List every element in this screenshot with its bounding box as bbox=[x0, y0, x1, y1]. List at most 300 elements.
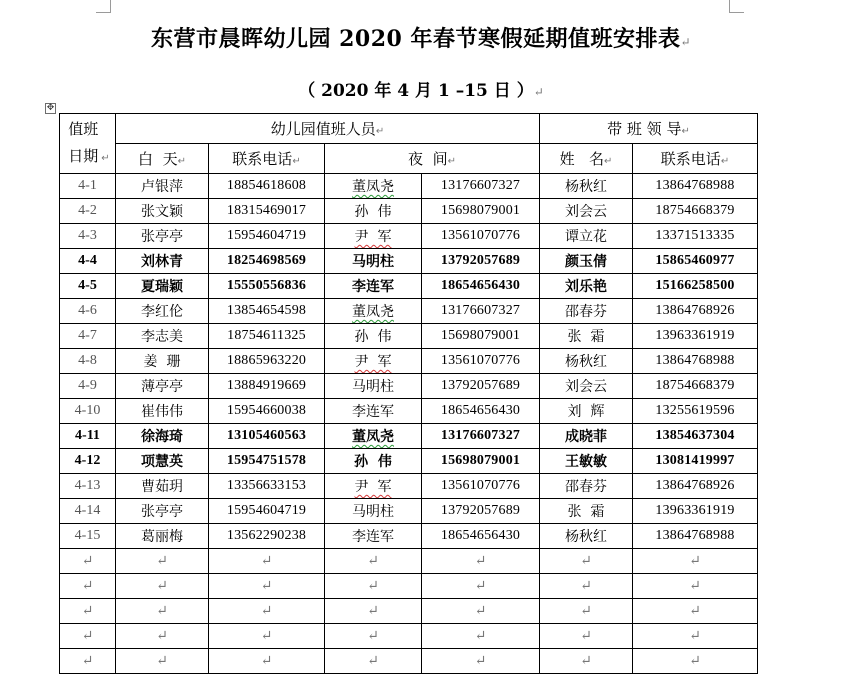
empty-cell[interactable] bbox=[116, 599, 209, 624]
night-staff-cell-text: 董凤尧 bbox=[352, 429, 394, 445]
night-staff-cell-text: 董凤尧 bbox=[352, 304, 394, 320]
paragraph-mark-icon: ↵ bbox=[367, 628, 379, 644]
empty-cell[interactable] bbox=[633, 549, 758, 574]
day-phone-cell[interactable] bbox=[209, 449, 325, 474]
night-staff-cell-text: 孙 伟 bbox=[354, 329, 392, 345]
night-phone-cell-text: 15698079001 bbox=[440, 203, 521, 218]
leader-phone-cell[interactable] bbox=[633, 174, 758, 199]
paragraph-mark-icon: ↵ bbox=[580, 553, 592, 569]
day-phone-cell-text: 15954604719 bbox=[226, 503, 307, 518]
header-row-2 bbox=[60, 144, 758, 174]
day-staff-cell[interactable] bbox=[116, 374, 209, 399]
night-staff-cell[interactable] bbox=[325, 349, 422, 374]
paragraph-mark-icon: ↵ bbox=[474, 578, 487, 594]
day-staff-cell[interactable] bbox=[116, 474, 209, 499]
paragraph-mark-icon: ↵ bbox=[689, 578, 701, 594]
day-phone-cell[interactable] bbox=[209, 249, 325, 274]
paragraph-mark-icon: ↵ bbox=[689, 603, 701, 619]
day-phone-cell-text: 15550556836 bbox=[226, 278, 307, 293]
day-staff-cell-text: 李红伦 bbox=[141, 304, 183, 320]
day-phone-cell-text: 13562290238 bbox=[226, 528, 307, 543]
table-row bbox=[60, 174, 758, 199]
leader-name-cell-text: 杨秋红 bbox=[565, 179, 607, 195]
day-staff-cell-text: 张文颖 bbox=[141, 204, 183, 220]
date-cell[interactable] bbox=[60, 424, 116, 449]
leader-name-cell-text: 邵春芬 bbox=[565, 304, 607, 320]
night-phone-cell-text: 18654656430 bbox=[440, 403, 521, 418]
night-phone-cell[interactable] bbox=[422, 449, 540, 474]
day-staff-cell-text: 葛丽梅 bbox=[141, 529, 183, 545]
leader-name-cell-text: 刘 辉 bbox=[567, 404, 605, 420]
night-phone-cell[interactable] bbox=[422, 174, 540, 199]
night-staff-cell[interactable] bbox=[325, 199, 422, 224]
date-cell[interactable] bbox=[60, 174, 116, 199]
night-phone-cell-text: 18654656430 bbox=[440, 278, 521, 293]
day-phone-cell-text: 18865963220 bbox=[226, 353, 307, 368]
table-row bbox=[60, 499, 758, 524]
paragraph-mark-icon: ↵ bbox=[474, 653, 487, 669]
day-staff-cell[interactable] bbox=[116, 449, 209, 474]
header-day-label: 白 天 bbox=[138, 150, 178, 168]
empty-row bbox=[60, 599, 758, 624]
day-phone-cell-text: 13884919669 bbox=[226, 378, 307, 393]
night-staff-cell-text: 尹 军 bbox=[354, 229, 392, 245]
leader-phone-cell[interactable] bbox=[633, 299, 758, 324]
empty-cell[interactable] bbox=[633, 649, 758, 674]
empty-cell[interactable] bbox=[325, 599, 422, 624]
leader-name-cell[interactable] bbox=[540, 449, 633, 474]
night-staff-cell[interactable] bbox=[325, 424, 422, 449]
day-phone-cell[interactable] bbox=[209, 424, 325, 449]
leader-name-cell[interactable] bbox=[540, 474, 633, 499]
night-phone-cell[interactable] bbox=[422, 199, 540, 224]
empty-cell[interactable] bbox=[60, 549, 116, 574]
date-cell[interactable] bbox=[60, 524, 116, 549]
day-staff-cell[interactable] bbox=[116, 199, 209, 224]
paragraph-mark-icon: ↵ bbox=[474, 628, 487, 644]
date-cell-text: 4-8 bbox=[78, 353, 97, 368]
empty-cell[interactable] bbox=[422, 599, 540, 624]
paragraph-mark-icon: ↵ bbox=[367, 603, 379, 619]
day-phone-cell[interactable] bbox=[209, 324, 325, 349]
table-row bbox=[60, 349, 758, 374]
night-staff-cell[interactable] bbox=[325, 274, 422, 299]
night-phone-cell-text: 13792057689 bbox=[440, 253, 521, 268]
empty-cell[interactable] bbox=[60, 624, 116, 649]
leader-phone-cell-text: 18754668379 bbox=[655, 378, 735, 393]
header-row-1 bbox=[60, 114, 758, 144]
table-row bbox=[60, 324, 758, 349]
empty-cell[interactable] bbox=[633, 599, 758, 624]
day-phone-cell[interactable] bbox=[209, 274, 325, 299]
day-phone-cell-text: 18254698569 bbox=[226, 253, 307, 268]
paragraph-mark-icon: ↵ bbox=[81, 578, 94, 594]
paragraph-mark-icon: ↵ bbox=[375, 126, 385, 137]
leader-phone-cell-text: 13255619596 bbox=[655, 403, 735, 418]
header-night[interactable] bbox=[325, 144, 540, 174]
night-phone-cell-text: 13561070776 bbox=[440, 478, 521, 493]
leader-phone-cell-text: 13371513335 bbox=[655, 228, 735, 243]
day-phone-cell[interactable] bbox=[209, 174, 325, 199]
date-cell[interactable] bbox=[60, 449, 116, 474]
empty-cell[interactable] bbox=[633, 574, 758, 599]
date-cell[interactable] bbox=[60, 374, 116, 399]
empty-cell[interactable] bbox=[325, 649, 422, 674]
paragraph-mark-icon: ↵ bbox=[292, 156, 301, 167]
duty-schedule-table bbox=[59, 113, 758, 674]
paragraph-mark-icon: ↵ bbox=[156, 578, 168, 594]
night-phone-cell-text: 13561070776 bbox=[440, 228, 521, 243]
night-phone-cell[interactable] bbox=[422, 324, 540, 349]
day-phone-cell[interactable] bbox=[209, 399, 325, 424]
leader-phone-cell[interactable] bbox=[633, 399, 758, 424]
empty-cell[interactable] bbox=[540, 549, 633, 574]
leader-name-cell[interactable] bbox=[540, 499, 633, 524]
leader-phone-cell-text: 13864768988 bbox=[655, 178, 735, 193]
night-phone-cell-text: 13176607327 bbox=[440, 178, 521, 193]
empty-row bbox=[60, 574, 758, 599]
date-cell-text: 4-10 bbox=[74, 403, 101, 418]
night-phone-cell[interactable] bbox=[422, 224, 540, 249]
empty-cell[interactable] bbox=[209, 549, 325, 574]
night-staff-cell[interactable] bbox=[325, 249, 422, 274]
paragraph-mark-icon: ↵ bbox=[260, 628, 273, 644]
paragraph-mark-icon: ↵ bbox=[81, 653, 94, 669]
night-staff-cell[interactable] bbox=[325, 374, 422, 399]
table-row bbox=[60, 524, 758, 549]
day-phone-cell[interactable] bbox=[209, 299, 325, 324]
empty-cell[interactable] bbox=[60, 574, 116, 599]
table-row bbox=[60, 474, 758, 499]
page-corner-mark-left bbox=[96, 0, 111, 13]
night-staff-cell-text: 董凤尧 bbox=[352, 179, 394, 195]
header-leader-phone[interactable] bbox=[633, 144, 758, 174]
leader-name-cell-text: 颜玉倩 bbox=[565, 254, 607, 270]
day-phone-cell-text: 18854618608 bbox=[226, 178, 307, 193]
empty-cell[interactable] bbox=[540, 624, 633, 649]
leader-name-cell-text: 杨秋红 bbox=[565, 354, 607, 370]
paragraph-mark-icon: ↵ bbox=[367, 553, 379, 569]
empty-row bbox=[60, 549, 758, 574]
header-leader-group[interactable] bbox=[540, 114, 758, 144]
day-staff-cell[interactable] bbox=[116, 274, 209, 299]
leader-name-cell[interactable] bbox=[540, 524, 633, 549]
subtitle-text: （ 2020 年 4 月 1 –15 日 ） bbox=[298, 81, 534, 101]
leader-phone-cell[interactable] bbox=[633, 349, 758, 374]
date-cell[interactable] bbox=[60, 199, 116, 224]
header-day-phone-label: 联系电话 bbox=[232, 150, 293, 168]
night-staff-cell-text: 马明柱 bbox=[352, 254, 394, 270]
table-row bbox=[60, 199, 758, 224]
header-leader-name[interactable] bbox=[540, 144, 633, 174]
day-phone-cell[interactable] bbox=[209, 499, 325, 524]
date-cell-text: 4-11 bbox=[75, 428, 100, 443]
table-row bbox=[60, 274, 758, 299]
night-phone-cell[interactable] bbox=[422, 249, 540, 274]
night-staff-cell[interactable] bbox=[325, 499, 422, 524]
night-phone-cell[interactable] bbox=[422, 499, 540, 524]
table-row bbox=[60, 399, 758, 424]
leader-phone-cell[interactable] bbox=[633, 224, 758, 249]
day-staff-cell-text: 李志美 bbox=[141, 329, 183, 345]
paragraph-mark-icon: ↵ bbox=[681, 126, 690, 137]
leader-phone-cell-text: 13963361919 bbox=[655, 328, 735, 343]
date-cell-text: 4-3 bbox=[78, 228, 97, 243]
date-cell[interactable] bbox=[60, 499, 116, 524]
table-row bbox=[60, 299, 758, 324]
empty-cell[interactable] bbox=[209, 599, 325, 624]
leader-name-cell[interactable] bbox=[540, 424, 633, 449]
date-cell-text: 4-5 bbox=[78, 278, 97, 293]
empty-cell[interactable] bbox=[116, 624, 209, 649]
header-day[interactable] bbox=[116, 144, 209, 174]
header-leader-group-label: 带 班 领 导 bbox=[607, 120, 682, 138]
day-staff-cell-text: 张亭亭 bbox=[141, 229, 183, 245]
leader-phone-cell[interactable] bbox=[633, 199, 758, 224]
empty-cell[interactable] bbox=[422, 624, 540, 649]
leader-name-cell-text: 谭立花 bbox=[565, 229, 607, 245]
empty-cell[interactable] bbox=[422, 549, 540, 574]
table-row bbox=[60, 449, 758, 474]
day-phone-cell[interactable] bbox=[209, 524, 325, 549]
day-staff-cell[interactable] bbox=[116, 349, 209, 374]
leader-phone-cell[interactable] bbox=[633, 449, 758, 474]
empty-cell[interactable] bbox=[325, 624, 422, 649]
paragraph-mark-icon: ↵ bbox=[367, 578, 379, 594]
paragraph-mark-icon: ↵ bbox=[156, 628, 168, 644]
day-phone-cell-text: 18315469017 bbox=[226, 203, 307, 218]
paragraph-mark-icon: ↵ bbox=[81, 603, 94, 619]
empty-cell[interactable] bbox=[422, 574, 540, 599]
leader-name-cell[interactable] bbox=[540, 274, 633, 299]
leader-name-cell[interactable] bbox=[540, 249, 633, 274]
day-phone-cell-text: 13356633153 bbox=[226, 478, 307, 493]
night-staff-cell-text: 孙 伟 bbox=[354, 204, 392, 220]
leader-name-cell-text: 张 霜 bbox=[567, 329, 605, 345]
empty-cell[interactable] bbox=[422, 649, 540, 674]
day-staff-cell[interactable] bbox=[116, 324, 209, 349]
paragraph-mark-icon: ↵ bbox=[367, 653, 379, 669]
header-day-phone[interactable] bbox=[209, 144, 325, 174]
night-phone-cell[interactable] bbox=[422, 424, 540, 449]
empty-cell[interactable] bbox=[116, 549, 209, 574]
night-phone-cell[interactable] bbox=[422, 349, 540, 374]
leader-name-cell[interactable] bbox=[540, 174, 633, 199]
leader-name-cell[interactable] bbox=[540, 349, 633, 374]
empty-cell[interactable] bbox=[540, 599, 633, 624]
leader-phone-cell-text: 13864768926 bbox=[655, 303, 735, 318]
leader-phone-cell-text: 15865460977 bbox=[655, 253, 735, 268]
header-staff-group-label: 幼儿园值班人员 bbox=[270, 120, 376, 138]
empty-row bbox=[60, 649, 758, 674]
night-phone-cell[interactable] bbox=[422, 374, 540, 399]
night-staff-cell-text: 李连军 bbox=[352, 529, 394, 545]
leader-phone-cell-text: 13081419997 bbox=[655, 453, 735, 468]
night-staff-cell[interactable] bbox=[325, 524, 422, 549]
table-row bbox=[60, 224, 758, 249]
paragraph-mark-icon: ↵ bbox=[260, 603, 273, 619]
paragraph-mark-icon: ↵ bbox=[533, 85, 544, 99]
paragraph-mark-icon: ↵ bbox=[689, 653, 701, 669]
empty-cell[interactable] bbox=[209, 624, 325, 649]
date-cell[interactable] bbox=[60, 224, 116, 249]
day-staff-cell-text: 张亭亭 bbox=[141, 504, 183, 520]
empty-cell[interactable] bbox=[209, 649, 325, 674]
leader-phone-cell[interactable] bbox=[633, 499, 758, 524]
night-staff-cell[interactable] bbox=[325, 299, 422, 324]
paragraph-mark-icon: ↵ bbox=[720, 156, 730, 167]
empty-cell[interactable] bbox=[60, 599, 116, 624]
leader-name-cell-text: 杨秋红 bbox=[565, 529, 607, 545]
date-cell[interactable] bbox=[60, 274, 116, 299]
night-phone-cell-text: 13176607327 bbox=[440, 303, 521, 318]
table-row bbox=[60, 249, 758, 274]
paragraph-mark-icon: ↵ bbox=[603, 156, 613, 167]
header-leader-phone-label: 联系电话 bbox=[660, 150, 721, 168]
document-subtitle[interactable] bbox=[0, 76, 842, 101]
day-phone-cell[interactable] bbox=[209, 474, 325, 499]
table-move-handle-icon[interactable]: ✥ bbox=[46, 103, 55, 113]
leader-phone-cell-text: 13963361919 bbox=[655, 503, 735, 518]
leader-phone-cell[interactable] bbox=[633, 424, 758, 449]
date-cell[interactable] bbox=[60, 299, 116, 324]
day-phone-cell-text: 13854654598 bbox=[226, 303, 307, 318]
paragraph-mark-icon: ↵ bbox=[447, 156, 456, 167]
empty-cell[interactable] bbox=[209, 574, 325, 599]
day-staff-cell[interactable] bbox=[116, 424, 209, 449]
date-cell-text: 4-4 bbox=[78, 253, 97, 268]
night-staff-cell-text: 李连军 bbox=[352, 404, 394, 420]
leader-name-cell[interactable] bbox=[540, 224, 633, 249]
night-staff-cell-text: 马明柱 bbox=[352, 379, 394, 395]
night-staff-cell[interactable] bbox=[325, 324, 422, 349]
night-staff-cell[interactable] bbox=[325, 399, 422, 424]
leader-phone-cell-text: 13864768988 bbox=[655, 528, 735, 543]
header-date-column[interactable] bbox=[60, 114, 116, 174]
night-staff-cell-text: 李连军 bbox=[352, 279, 394, 295]
day-phone-cell-text: 15954660038 bbox=[226, 403, 307, 418]
leader-name-cell[interactable] bbox=[540, 324, 633, 349]
leader-name-cell-text: 邵春芬 bbox=[565, 479, 607, 495]
night-phone-cell[interactable] bbox=[422, 299, 540, 324]
empty-cell[interactable] bbox=[116, 574, 209, 599]
leader-name-cell[interactable] bbox=[540, 399, 633, 424]
document-title[interactable] bbox=[0, 22, 842, 53]
leader-name-cell[interactable] bbox=[540, 374, 633, 399]
header-staff-group[interactable] bbox=[116, 114, 540, 144]
empty-cell[interactable] bbox=[633, 624, 758, 649]
empty-cell[interactable] bbox=[325, 574, 422, 599]
paragraph-mark-icon: ↵ bbox=[689, 628, 701, 644]
night-phone-cell[interactable] bbox=[422, 399, 540, 424]
leader-name-cell[interactable] bbox=[540, 299, 633, 324]
date-cell[interactable] bbox=[60, 399, 116, 424]
paragraph-mark-icon: ↵ bbox=[580, 628, 592, 644]
paragraph-mark-icon: ↵ bbox=[177, 156, 186, 167]
header-night-label: 夜 间 bbox=[408, 150, 448, 168]
leader-name-cell-text: 王敏敏 bbox=[565, 454, 607, 470]
date-cell-text: 4-6 bbox=[78, 303, 97, 318]
leader-phone-cell[interactable] bbox=[633, 274, 758, 299]
empty-cell[interactable] bbox=[325, 549, 422, 574]
day-staff-cell[interactable] bbox=[116, 499, 209, 524]
day-phone-cell[interactable] bbox=[209, 374, 325, 399]
day-staff-cell[interactable] bbox=[116, 249, 209, 274]
leader-name-cell-text: 成晓菲 bbox=[565, 429, 607, 445]
leader-name-cell-text: 刘乐艳 bbox=[565, 279, 607, 295]
day-staff-cell[interactable] bbox=[116, 174, 209, 199]
paragraph-mark-icon: ↵ bbox=[580, 578, 592, 594]
night-staff-cell[interactable] bbox=[325, 449, 422, 474]
leader-phone-cell-text: 13854637304 bbox=[655, 428, 735, 443]
day-phone-cell-text: 18754611325 bbox=[227, 328, 306, 343]
day-staff-cell-text: 崔伟伟 bbox=[141, 404, 183, 420]
date-cell[interactable] bbox=[60, 474, 116, 499]
night-staff-cell-text: 尹 军 bbox=[354, 479, 392, 495]
date-cell[interactable] bbox=[60, 324, 116, 349]
night-phone-cell[interactable] bbox=[422, 524, 540, 549]
day-phone-cell[interactable] bbox=[209, 199, 325, 224]
empty-cell[interactable] bbox=[116, 649, 209, 674]
night-phone-cell[interactable] bbox=[422, 474, 540, 499]
paragraph-mark-icon: ↵ bbox=[156, 653, 168, 669]
night-staff-cell[interactable] bbox=[325, 474, 422, 499]
page-corner-mark-right bbox=[729, 0, 744, 13]
day-phone-cell[interactable] bbox=[209, 349, 325, 374]
day-staff-cell[interactable] bbox=[116, 399, 209, 424]
paragraph-mark-icon: ↵ bbox=[156, 553, 168, 569]
day-staff-cell[interactable] bbox=[116, 299, 209, 324]
date-cell[interactable] bbox=[60, 349, 116, 374]
leader-phone-cell[interactable] bbox=[633, 374, 758, 399]
night-staff-cell[interactable] bbox=[325, 174, 422, 199]
leader-phone-cell-text: 13864768926 bbox=[655, 478, 735, 493]
leader-phone-cell-text: 13864768988 bbox=[655, 353, 735, 368]
day-staff-cell-text: 刘林青 bbox=[141, 254, 183, 270]
leader-phone-cell[interactable] bbox=[633, 324, 758, 349]
empty-cell[interactable] bbox=[540, 649, 633, 674]
date-cell[interactable] bbox=[60, 249, 116, 274]
paragraph-mark-icon: ↵ bbox=[260, 653, 273, 669]
leader-phone-cell[interactable] bbox=[633, 249, 758, 274]
empty-cell[interactable] bbox=[540, 574, 633, 599]
paragraph-mark-icon: ↵ bbox=[680, 35, 692, 49]
leader-name-cell[interactable] bbox=[540, 199, 633, 224]
night-staff-cell[interactable] bbox=[325, 224, 422, 249]
date-cell-text: 4-14 bbox=[74, 503, 101, 518]
leader-phone-cell[interactable] bbox=[633, 474, 758, 499]
night-staff-cell-text: 孙 伟 bbox=[354, 454, 392, 470]
paragraph-mark-icon: ↵ bbox=[156, 603, 168, 619]
day-staff-cell[interactable] bbox=[116, 224, 209, 249]
date-cell-text: 4-7 bbox=[78, 328, 97, 343]
day-staff-cell[interactable] bbox=[116, 524, 209, 549]
day-phone-cell[interactable] bbox=[209, 224, 325, 249]
night-phone-cell[interactable] bbox=[422, 274, 540, 299]
paragraph-mark-icon: ↵ bbox=[474, 603, 487, 619]
leader-name-cell-text: 刘会云 bbox=[565, 379, 607, 395]
day-phone-cell-text: 13105460563 bbox=[226, 428, 307, 443]
day-staff-cell-text: 卢银萍 bbox=[141, 179, 183, 195]
night-phone-cell-text: 18654656430 bbox=[440, 528, 521, 543]
day-staff-cell-text: 姜 珊 bbox=[143, 354, 181, 370]
date-cell-text: 4-15 bbox=[74, 528, 101, 543]
paragraph-mark-icon: ↵ bbox=[689, 553, 701, 569]
day-staff-cell-text: 曹茹玥 bbox=[141, 479, 183, 495]
empty-row bbox=[60, 624, 758, 649]
leader-phone-cell[interactable] bbox=[633, 524, 758, 549]
empty-cell[interactable] bbox=[60, 649, 116, 674]
